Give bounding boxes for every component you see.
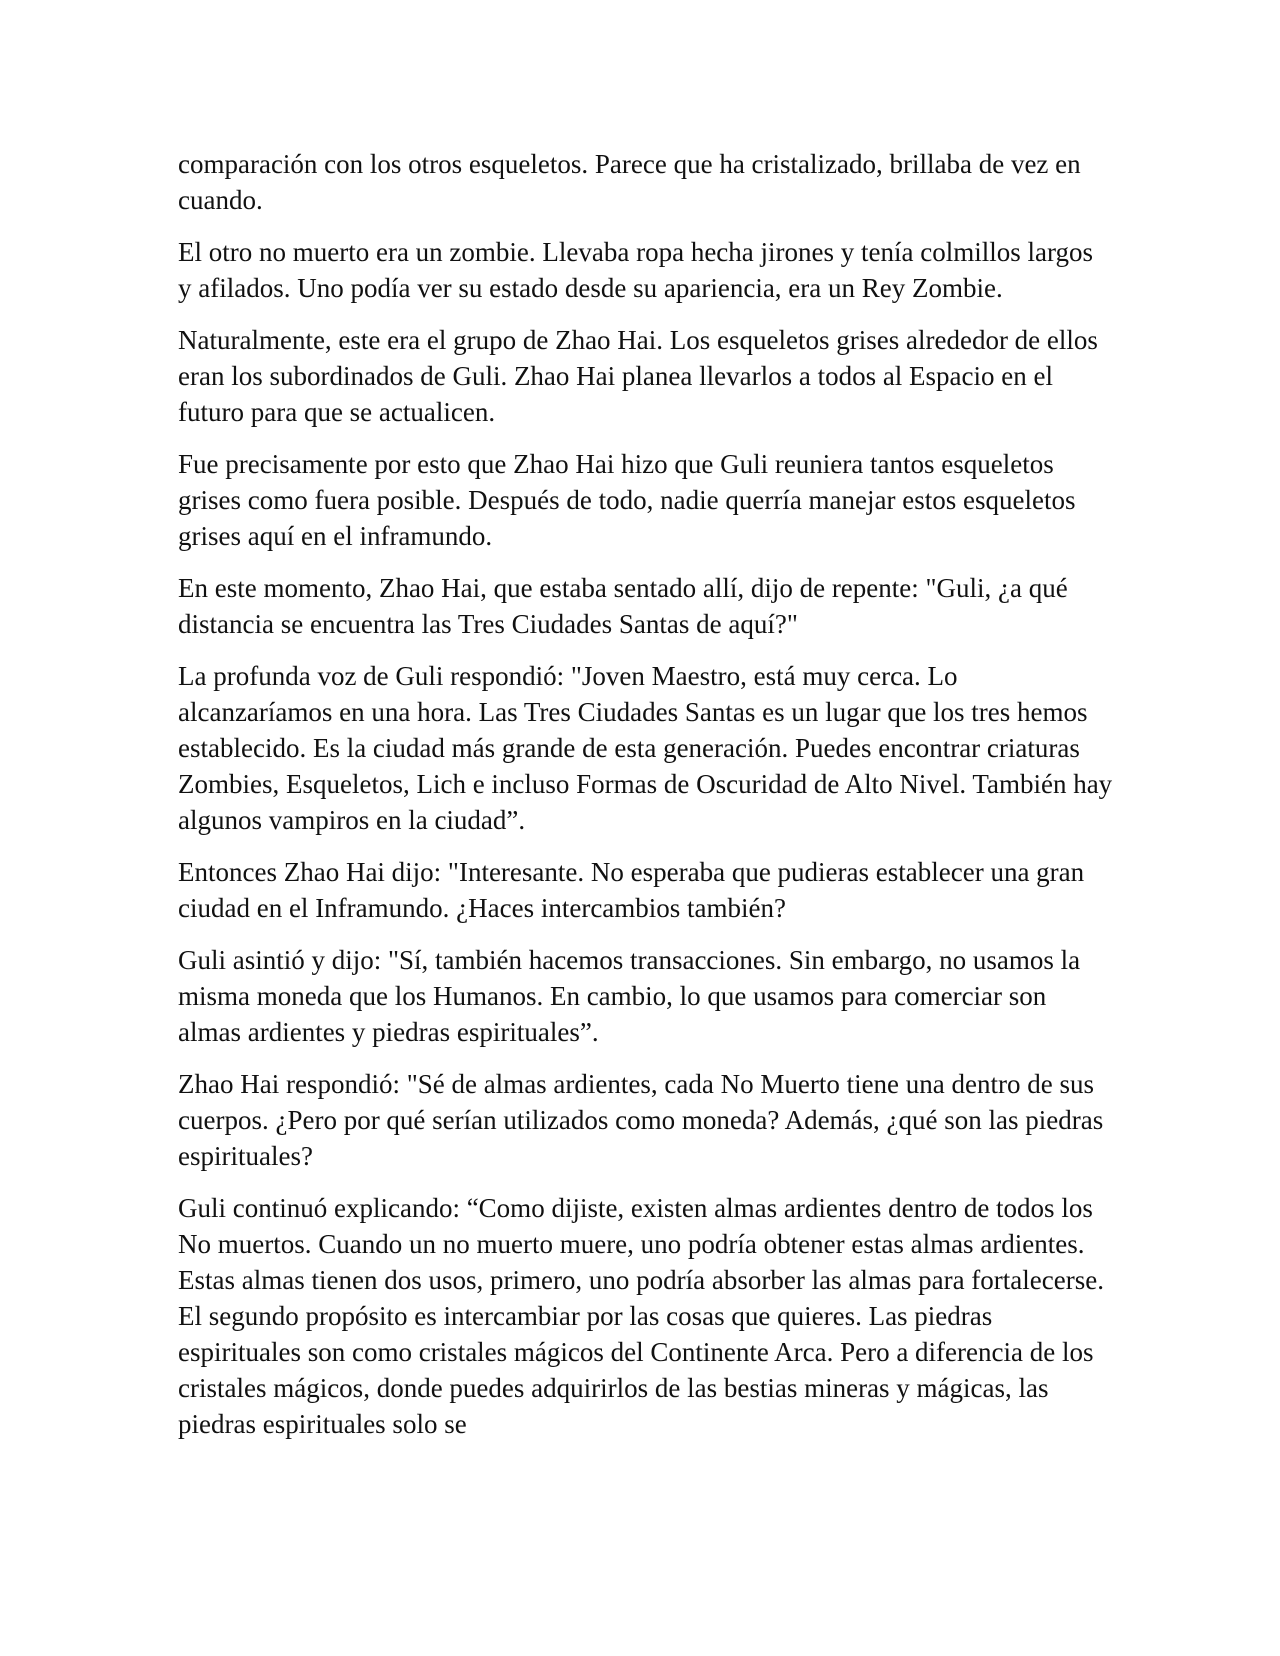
paragraph-8: Guli asintió y dijo: "Sí, también hacemos transacciones. Sin embargo, no usamos la misma moneda que los Humanos. En cambio, lo que usamos para comerciar son almas ardientes y piedras espirituales”. bbox=[178, 945, 1081, 1047]
paragraph-9: Zhao Hai respondió: "Sé de almas ardientes, cada No Muerto tiene una dentro de sus cuerpos. ¿Pero por qué serían utilizados como moneda? Además, ¿qué son las piedras espirituales? bbox=[178, 1069, 1104, 1171]
paragraph-10: Guli continuó explicando: “Como dijiste, existen almas ardientes dentro de todos los No muertos. Cuando un no muerto muere, uno podría obtener estas almas ardientes. Estas almas tienen dos usos, primero, uno podría absorber las almas para fortalecerse. El segundo propósito es intercambiar por las cosas que quieres. Las piedras espirituales son como cristales mágicos del Continente Arca. Pero a diferencia de los cristales mágicos, donde puedes adquirirlos de las bestias mineras y mágicas, las piedras espirituales solo se bbox=[178, 1193, 1104, 1439]
paragraph-7: Entonces Zhao Hai dijo: "Interesante. No esperaba que pudieras establecer una gran ciudad en el Inframundo. ¿Haces intercambios también? bbox=[178, 857, 1085, 923]
paragraph-3: Naturalmente, este era el grupo de Zhao Hai. Los esqueletos grises alrededor de ellos eran los subordinados de Guli. Zhao Hai planea llevarlos a todos al Espacio en el futuro para que se actualicen. bbox=[178, 325, 1098, 427]
paragraph-6: La profunda voz de Guli respondió: "Joven Maestro, está muy cerca. Lo alcanzaríamos en una hora. Las Tres Ciudades Santas es un lugar que los tres hemos establecido. Es la ciudad más grande de esta generación. Puedes encontrar criaturas Zombies, Esqueletos, Lich e incluso Formas de Oscuridad de Alto Nivel. También hay algunos vampiros en la ciudad”. bbox=[178, 661, 1113, 835]
paragraph-1: comparación con los otros esqueletos. Parece que ha cristalizado, brillaba de vez en cuando. bbox=[178, 149, 1081, 215]
body-text bbox=[178, 146, 1113, 1458]
paragraph-2: El otro no muerto era un zombie. Llevaba ropa hecha jirones y tenía colmillos largos y afilados. Uno podía ver su estado desde su apariencia, era un Rey Zombie. bbox=[178, 237, 1093, 303]
paragraph-5: En este momento, Zhao Hai, que estaba sentado allí, dijo de repente: "Guli, ¿a qué distancia se encuentra las Tres Ciudades Santas de aquí?" bbox=[178, 573, 1068, 639]
paragraph-4: Fue precisamente por esto que Zhao Hai hizo que Guli reuniera tantos esqueletos grises como fuera posible. Después de todo, nadie querría manejar estos esqueletos grises aquí en el inframundo. bbox=[178, 449, 1076, 551]
